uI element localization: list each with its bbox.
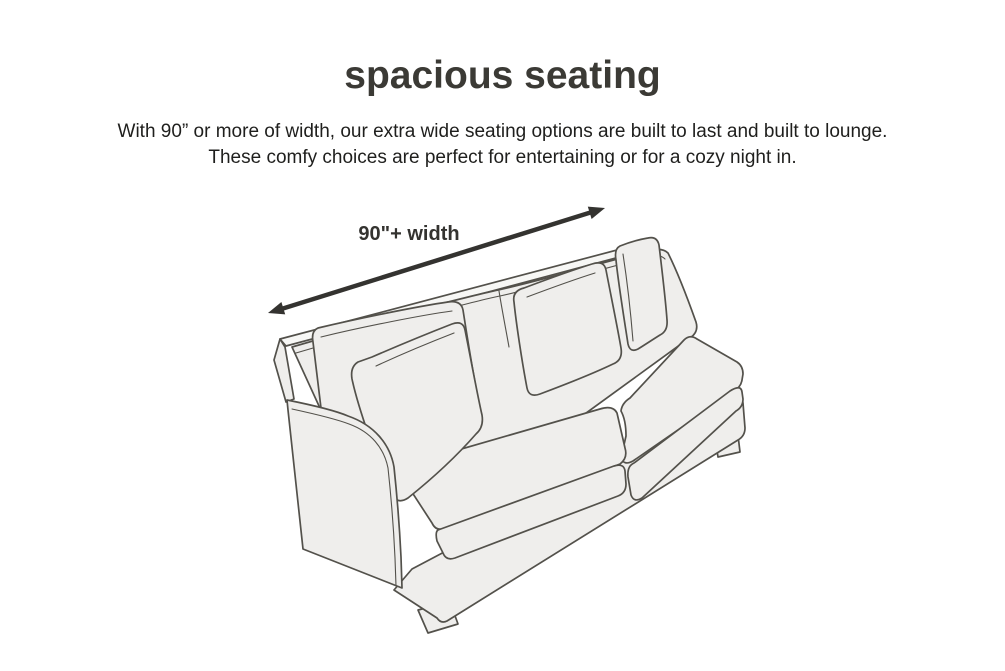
sofa-illustration: [274, 238, 745, 633]
page-title: spacious seating: [344, 54, 661, 97]
dimension-label: 90"+ width: [358, 223, 460, 245]
description-line-1: With 90” or more of width, our extra wide seating options are built to last and built to lounge.: [117, 121, 888, 142]
dimension-arrow-head-right-icon: [588, 207, 605, 219]
dimension-arrow-head-left-icon: [268, 302, 285, 314]
sofa-back-rail-end-cap: [274, 339, 294, 402]
description-line-2: These comfy choices are perfect for entertaining or for a cozy night in.: [208, 147, 797, 168]
